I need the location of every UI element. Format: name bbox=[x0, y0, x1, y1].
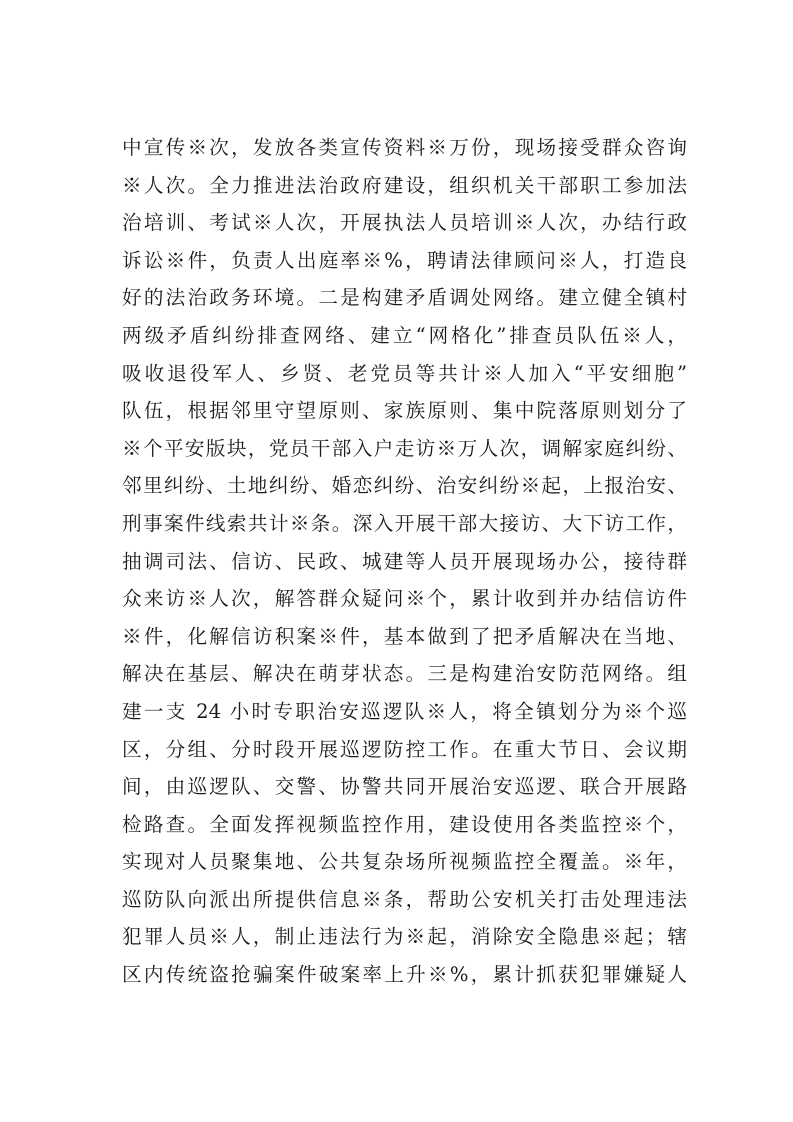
text-line: 犯罪人员※人，制止违法行为※起，消除安全隐患※起；辖 bbox=[122, 925, 687, 949]
text-line: ※人次。全力推进法治政府建设，组织机关干部职工参加法 bbox=[122, 173, 687, 197]
text-line: 解决在基层、解决在萌芽状态。三是构建治安防范网络。组 bbox=[122, 662, 687, 686]
text-line: 治培训、考试※人次，开展执法人员培训※人次，办结行政 bbox=[122, 211, 687, 235]
text-line: 队伍，根据邻里守望原则、家族原则、集中院落原则划分了 bbox=[122, 399, 687, 423]
text-line: 好的法治政务环境。二是构建矛盾调处网络。建立健全镇村 bbox=[122, 286, 687, 310]
text-line: 区内传统盗抢骗案件破案率上升※%，累计抓获犯罪嫌疑人 bbox=[122, 963, 687, 987]
text-line: 区，分组、分时段开展巡逻防控工作。在重大节日、会议期 bbox=[122, 737, 687, 761]
body-paragraph bbox=[122, 129, 687, 994]
text-line: 两级矛盾纠纷排查网络、建立“网格化”排查员队伍※人， bbox=[122, 323, 687, 347]
text-line: 众来访※人次，解答群众疑问※个，累计收到并办结信访件 bbox=[122, 587, 687, 611]
text-line: 建一支 24 小时专职治安巡逻队※人，将全镇划分为※个巡 bbox=[122, 699, 687, 723]
text-line: 中宣传※次，发放各类宣传资料※万份，现场接受群众咨询 bbox=[122, 136, 687, 159]
text-line: ※件，化解信访积案※件，基本做到了把矛盾解决在当地、 bbox=[122, 624, 687, 648]
text-line: 检路查。全面发挥视频监控作用，建设使用各类监控※个， bbox=[122, 812, 687, 836]
text-line: 吸收退役军人、乡贤、老党员等共计※人加入“平安细胞” bbox=[122, 361, 687, 385]
text-line: 实现对人员聚集地、公共复杂场所视频监控全覆盖。※年， bbox=[122, 850, 687, 874]
text-line: 邻里纠纷、土地纠纷、婚恋纠纷、治安纠纷※起，上报治安、 bbox=[122, 474, 687, 498]
text-line: 间，由巡逻队、交警、协警共同开展治安巡逻、联合开展路 bbox=[122, 775, 687, 799]
text-line: 刑事案件线索共计※条。深入开展干部大接访、大下访工作， bbox=[122, 511, 687, 535]
text-line: 抽调司法、信访、民政、城建等人员开展现场办公，接待群 bbox=[122, 549, 687, 573]
text-line: 巡防队向派出所提供信息※条，帮助公安机关打击处理违法 bbox=[122, 887, 687, 911]
text-line: ※个平安版块，党员干部入户走访※万人次，调解家庭纠纷、 bbox=[122, 436, 687, 460]
text-line: 诉讼※件，负责人出庭率※%，聘请法律顾问※人，打造良 bbox=[122, 248, 687, 272]
